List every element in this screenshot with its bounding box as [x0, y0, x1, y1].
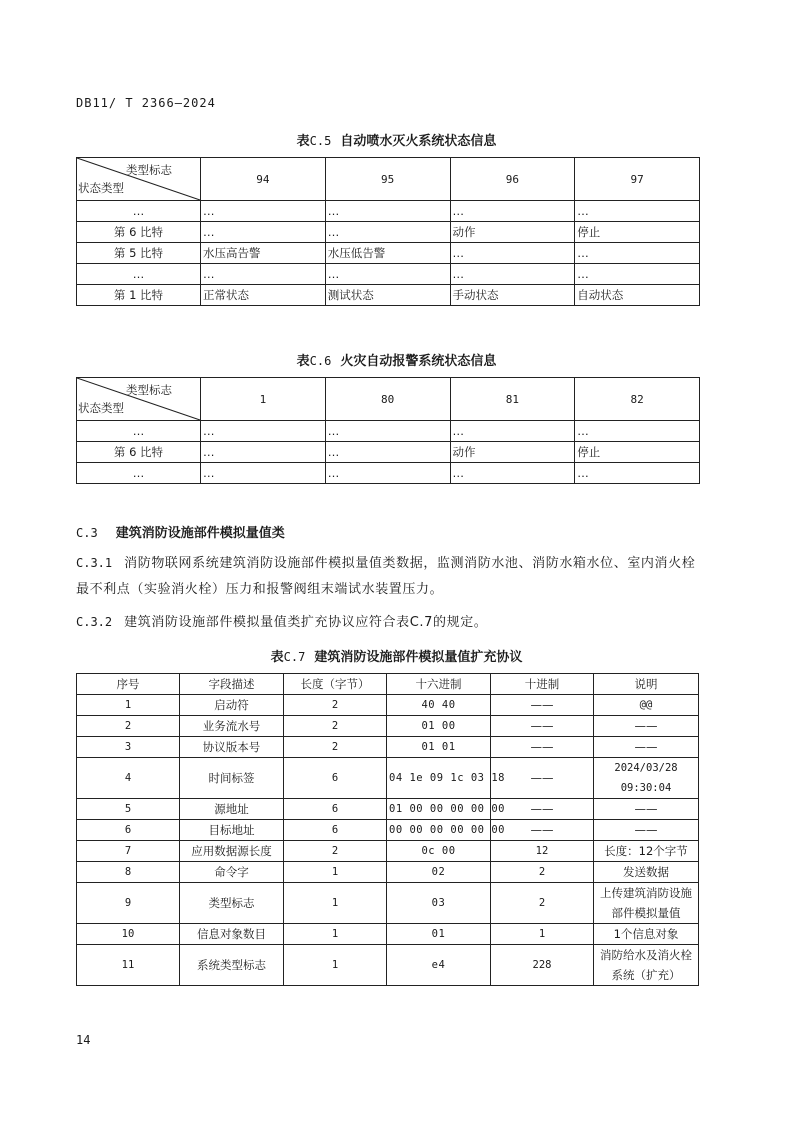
- document-id: DB11/ T 2366—2024: [76, 96, 216, 110]
- column-header: 97: [575, 158, 700, 201]
- table-cell: 类型标志: [180, 883, 284, 924]
- caption-number: C.7: [283, 650, 306, 664]
- caption-title: 建筑消防设施部件模拟量值扩充协议: [314, 650, 523, 665]
- column-header: 十六进制: [387, 674, 491, 695]
- table-cell: 业务流水号: [180, 716, 284, 737]
- column-header: 说明: [594, 674, 699, 695]
- table-cell: 信息对象数目: [180, 924, 284, 945]
- corner-top-label: 类型标志: [126, 383, 172, 397]
- table-cell: …: [325, 201, 450, 222]
- column-header: 1: [201, 378, 326, 421]
- table-cell: 系统类型标志: [180, 945, 284, 986]
- table-cell: 2: [284, 737, 387, 758]
- table-cell: 40 40: [387, 695, 491, 716]
- column-header: 字段描述: [180, 674, 284, 695]
- paragraph-text: 消防物联网系统建筑消防设施部件模拟量值类数据，监测消防水池、消防水箱水位、室内消火栓最不利点（实验消火栓）压力和报警阀组末端试水装置压力。: [76, 556, 696, 597]
- table-cell: ——: [491, 799, 594, 820]
- table-cell: 4: [77, 758, 180, 799]
- table-cell: …: [201, 463, 326, 484]
- table-cell: ——: [491, 820, 594, 841]
- corner-bottom-label: 状态类型: [78, 401, 124, 415]
- table-cell: …: [325, 222, 450, 243]
- table-cell: 协议版本号: [180, 737, 284, 758]
- caption-prefix: 表: [296, 354, 310, 369]
- corner-top-label: 类型标志: [126, 163, 172, 177]
- row-label: …: [77, 264, 201, 285]
- table-cell: …: [201, 442, 326, 463]
- table-cell: 1: [284, 924, 387, 945]
- table-cell: 228: [491, 945, 594, 986]
- table-cell: 8: [77, 862, 180, 883]
- table-cell: 启动符: [180, 695, 284, 716]
- section-title: 建筑消防设施部件模拟量值类: [115, 526, 285, 541]
- paragraph-number: C.3.2: [76, 615, 113, 629]
- column-header: 96: [450, 158, 575, 201]
- table-c7: [76, 673, 699, 986]
- table-row: [77, 820, 699, 841]
- table-cell: ——: [594, 799, 699, 820]
- table-cell: 命令字: [180, 862, 284, 883]
- table-cell: 长度：12个字节: [594, 841, 699, 862]
- table-cell: 01 01: [387, 737, 491, 758]
- table-cell: …: [325, 463, 450, 484]
- table-cell: …: [450, 463, 575, 484]
- table-cell: 1: [77, 695, 180, 716]
- row-label: 第 5 比特: [77, 243, 201, 264]
- table-cell: …: [575, 264, 700, 285]
- table-cell: 01 00 00 00 00 00: [387, 799, 491, 820]
- table-cell: ——: [594, 737, 699, 758]
- table-row: [77, 201, 700, 222]
- row-label: …: [77, 421, 201, 442]
- table-cell: 7: [77, 841, 180, 862]
- table-cell: 5: [77, 799, 180, 820]
- caption-title: 火灾自动报警系统状态信息: [340, 354, 497, 369]
- table-cell: 源地址: [180, 799, 284, 820]
- table-cell: 消防给水及消火栓系统（扩充）: [594, 945, 699, 986]
- table-cell: 03: [387, 883, 491, 924]
- table-row: [77, 243, 700, 264]
- page-number: 14: [76, 1033, 91, 1047]
- table-cell: …: [201, 201, 326, 222]
- table-cell: …: [450, 243, 575, 264]
- table-cell: 停止: [575, 442, 700, 463]
- row-label: 第 6 比特: [77, 222, 201, 243]
- table-cell: 12: [491, 841, 594, 862]
- table-cell: 自动状态: [575, 285, 700, 306]
- caption-number: C.6: [309, 354, 332, 368]
- column-header: 81: [450, 378, 575, 421]
- row-label: …: [77, 201, 201, 222]
- table-cell: …: [201, 264, 326, 285]
- column-header: 序号: [77, 674, 180, 695]
- caption-title: 自动喷水灭火系统状态信息: [340, 134, 497, 149]
- table-cell: …: [325, 442, 450, 463]
- table-cell: 10: [77, 924, 180, 945]
- row-label: …: [77, 463, 201, 484]
- table-row: [77, 695, 699, 716]
- table-row: [77, 737, 699, 758]
- corner-header-cell: [77, 378, 201, 421]
- table-cell: 2: [77, 716, 180, 737]
- table-cell: 目标地址: [180, 820, 284, 841]
- table-cell: ——: [491, 716, 594, 737]
- table-cell: e4: [387, 945, 491, 986]
- table-cell: 时间标签: [180, 758, 284, 799]
- table-cell: 01 00: [387, 716, 491, 737]
- column-header: 长度（字节）: [284, 674, 387, 695]
- table-cell: 9: [77, 883, 180, 924]
- table-cell: 发送数据: [594, 862, 699, 883]
- table-cell: 停止: [575, 222, 700, 243]
- table-cell: 动作: [450, 222, 575, 243]
- table-cell: …: [575, 421, 700, 442]
- column-header: 94: [201, 158, 326, 201]
- table-row: [77, 841, 699, 862]
- table-cell: 手动状态: [450, 285, 575, 306]
- table-cell: 02: [387, 862, 491, 883]
- table-c5-caption: [0, 130, 793, 149]
- table-row: [77, 285, 700, 306]
- caption-prefix: 表: [270, 650, 284, 665]
- table-cell: …: [575, 201, 700, 222]
- table-cell: 1: [284, 883, 387, 924]
- caption-prefix: 表: [296, 134, 310, 149]
- column-header: 80: [325, 378, 450, 421]
- section-heading: [76, 522, 285, 541]
- table-row: [77, 222, 700, 243]
- table-cell: 2: [284, 695, 387, 716]
- table-row: [77, 758, 699, 799]
- table-row: [77, 421, 700, 442]
- table-cell: 04 1e 09 1c 03 18: [387, 758, 491, 799]
- table-cell: 1: [284, 862, 387, 883]
- table-cell: …: [450, 264, 575, 285]
- table-cell: 6: [284, 820, 387, 841]
- row-label: 第 6 比特: [77, 442, 201, 463]
- corner-bottom-label: 状态类型: [78, 181, 124, 195]
- table-cell: …: [201, 222, 326, 243]
- table-cell: 6: [77, 820, 180, 841]
- column-header: 82: [575, 378, 700, 421]
- table-cell: 1个信息对象: [594, 924, 699, 945]
- table-cell: 测试状态: [325, 285, 450, 306]
- table-cell: 正常状态: [201, 285, 326, 306]
- table-c5: [76, 157, 700, 306]
- table-cell: 6: [284, 799, 387, 820]
- table-cell: ——: [594, 716, 699, 737]
- table-cell: ——: [491, 758, 594, 799]
- table-cell: 3: [77, 737, 180, 758]
- column-header: 95: [325, 158, 450, 201]
- table-row: [77, 862, 699, 883]
- paragraph-c3-2: [76, 609, 700, 636]
- table-row: [77, 716, 699, 737]
- table-c7-caption: [0, 646, 793, 665]
- table-cell: 6: [284, 758, 387, 799]
- section-number: C.3: [76, 526, 98, 540]
- table-cell: 0c 00: [387, 841, 491, 862]
- table-row: [77, 883, 699, 924]
- table-c6: [76, 377, 700, 484]
- table-cell: 1: [284, 945, 387, 986]
- table-cell: 上传建筑消防设施部件模拟量值: [594, 883, 699, 924]
- paragraph-number: C.3.1: [76, 556, 113, 570]
- table-cell: 01: [387, 924, 491, 945]
- caption-number: C.5: [309, 134, 332, 148]
- table-cell: …: [575, 463, 700, 484]
- column-header: 十进制: [491, 674, 594, 695]
- table-cell: …: [450, 201, 575, 222]
- table-cell: ——: [491, 695, 594, 716]
- table-cell: 应用数据源长度: [180, 841, 284, 862]
- table-cell: …: [325, 264, 450, 285]
- table-cell: …: [450, 421, 575, 442]
- table-cell: 11: [77, 945, 180, 986]
- paragraph-c3-1: [76, 550, 700, 603]
- table-row: [77, 799, 699, 820]
- table-header-row: [77, 674, 699, 695]
- table-cell: 2: [284, 716, 387, 737]
- table-cell: …: [201, 421, 326, 442]
- table-row: [77, 264, 700, 285]
- table-cell: 水压高告警: [201, 243, 326, 264]
- table-cell: 水压低告警: [325, 243, 450, 264]
- table-cell: @@: [594, 695, 699, 716]
- table-cell: …: [325, 421, 450, 442]
- table-row: [77, 442, 700, 463]
- table-row: [77, 463, 700, 484]
- table-cell: 2: [284, 841, 387, 862]
- table-cell: 2: [491, 862, 594, 883]
- table-cell: 动作: [450, 442, 575, 463]
- table-cell: …: [575, 243, 700, 264]
- table-cell: ——: [491, 737, 594, 758]
- row-label: 第 1 比特: [77, 285, 201, 306]
- table-cell: 2: [491, 883, 594, 924]
- table-c6-caption: [0, 350, 793, 369]
- paragraph-text: 建筑消防设施部件模拟量值类扩充协议应符合表C.7的规定。: [124, 615, 488, 630]
- table-row: [77, 945, 699, 986]
- corner-header-cell: [77, 158, 201, 201]
- table-cell: ——: [594, 820, 699, 841]
- table-row: [77, 924, 699, 945]
- table-cell: 2024/03/28 09:30:04: [594, 758, 699, 799]
- table-cell: 1: [491, 924, 594, 945]
- table-cell: 00 00 00 00 00 00: [387, 820, 491, 841]
